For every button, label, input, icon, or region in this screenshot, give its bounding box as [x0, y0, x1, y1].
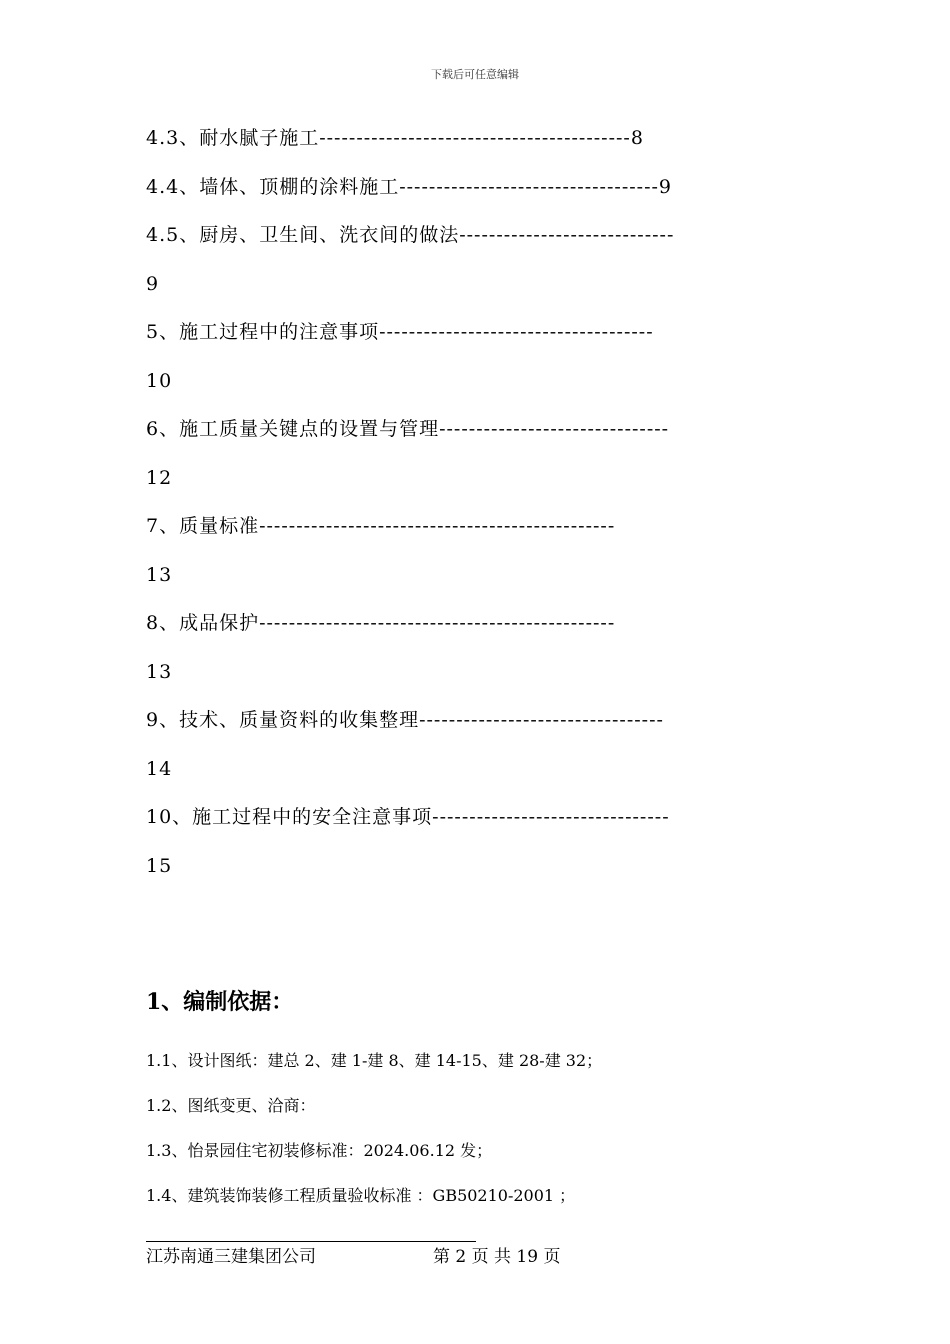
- toc-entry-8[interactable]: 8、成品保护------------------------------------------------: [146, 612, 616, 634]
- toc-page-number: 14: [146, 757, 173, 780]
- toc-entry-6[interactable]: 6、施工质量关键点的设置与管理-------------------------------: [146, 418, 670, 440]
- toc-page-number: 10: [146, 369, 173, 392]
- page-header: 下载后可任意编辑: [431, 68, 519, 81]
- toc-page-number: 15: [146, 854, 173, 877]
- basis-item-1-2: 1.2、图纸变更、洽商：: [146, 1096, 316, 1115]
- toc-entry-4-4[interactable]: 4.4、墙体、顶棚的涂料施工-----------------------------------9: [146, 175, 673, 198]
- toc-page-number: 12: [146, 466, 173, 489]
- basis-item-1-4: 1.4、建筑装饰装修工程质量验收标准 ：GB50210-2001 ；: [146, 1186, 576, 1205]
- table-of-contents: [146, 118, 806, 894]
- toc-entry-9[interactable]: 9、技术、质量资料的收集整理---------------------------------: [146, 709, 664, 731]
- toc-entry-4-3[interactable]: 4.3、耐水腻子施工------------------------------------------8: [146, 127, 644, 149]
- toc-page-number: 13: [146, 563, 173, 586]
- toc-page-number: 13: [146, 660, 173, 683]
- footer-company: 江苏南通三建集团公司: [146, 1247, 316, 1267]
- toc-page-number: 9: [146, 272, 160, 295]
- toc-entry-5[interactable]: 5、施工过程中的注意事项-------------------------------------: [146, 321, 654, 343]
- basis-item-1-3: 1.3、怡景园住宅初装修标准：2024.06.12 发；: [146, 1141, 493, 1160]
- toc-entry-4-5[interactable]: 4.5、厨房、卫生间、洗衣间的做法-----------------------------: [146, 224, 675, 246]
- toc-entry-10[interactable]: 10、施工过程中的安全注意事项--------------------------------: [146, 806, 670, 828]
- section-heading: 1、编制依据：: [146, 989, 294, 1015]
- basis-item-1-1: 1.1、设计图纸：建总 2、建 1-建 8、建 14-15、建 28-建 32；: [146, 1051, 603, 1070]
- toc-entry-7[interactable]: 7、质量标准------------------------------------------------: [146, 515, 616, 537]
- footer-page-info: 第 2 页 共 19 页: [433, 1247, 561, 1267]
- basis-list: [146, 1046, 806, 1226]
